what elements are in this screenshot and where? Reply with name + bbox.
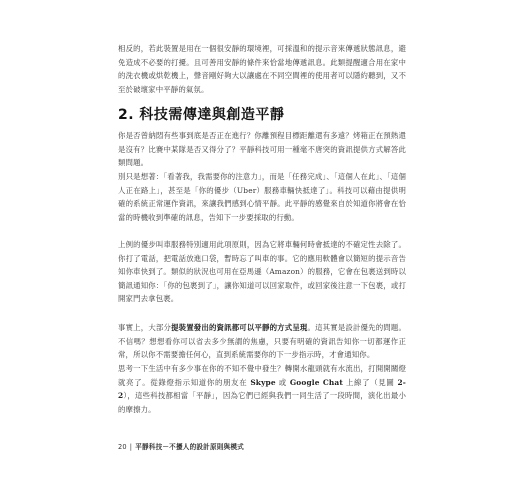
brand-skype: Skype <box>250 377 276 387</box>
page-number: 20 <box>118 443 127 451</box>
figure-reference: 2-2 <box>118 377 406 401</box>
paragraph-uber-example: 別只是想著：「看著我，我需要你的注意力」，而是「任務完成」、「這個人在此」、「這個人正在路上」，甚至是「你的優步（Uber）服務車輛快抵達了」。科技可以藉由提供明確的系統正常運作資訊，來讓我們感到心情平靜。此平靜的感覺來自於知道你將會在恰當的時機收到準確的訊息，告知下一步要採取的行動。 <box>118 172 406 222</box>
paragraph-amazon-example: 上例的優步叫車服務特別適用此項原則，因為它將車輛何時會抵達的不確定性去除了。你打了電話，把電話放進口袋，暫時忘了叫車的事。它的應用軟體會以簡短的提示音告知你車快到了。類似的狀況也可用在亞馬遜（Amazon）的服務，它會在包裹送到時以簡訊通知你：「你的包裹到了」，讓你知道可以回家取件，或回家後注意一下包裹，或打開家門去拿包裹。 <box>118 240 406 304</box>
bold-emphasis: 提裝置發出的資訊都可以平靜的方式呈現 <box>171 323 308 332</box>
book-title: 平靜科技－不擾人的設計原則與模式 <box>135 443 244 451</box>
paragraph-text: ），這些科技都相當「平靜」，因為它們已經與我們一同生活了一段時間，演化出最小的摩擦力。 <box>118 391 406 414</box>
page-footer <box>118 441 244 451</box>
paragraph-questions: 你是否曾納悶有些事到底是否正在進行？你離預程目標距離還有多遠？烤箱正在預熱還是沒有？比賽中某隊是否又得分了？平靜科技可用一種毫不唐突的資訊提供方式解答此類問題。 <box>118 131 406 168</box>
paragraph-text: 事實上，大部分 <box>118 323 172 332</box>
paragraph-everyday-tech <box>118 362 406 416</box>
paragraph-design-priority <box>118 321 406 362</box>
paragraph-text: 或 <box>275 377 290 387</box>
section-heading: 2. 科技需傳達與創造平靜 <box>118 107 285 123</box>
brand-google-chat: Google Chat <box>289 377 343 387</box>
paragraph-text: 。這其實是設計優先的問題。不信嗎？想想看你可以省去多少無謂的焦慮，只要有明確的資訊告知你一切都運作正常，所以你不需要擔任何心，直到系統需要你的下一步指示時，才會通知你。 <box>118 323 406 360</box>
paragraph-text: 思考一下生活中有多少事在你的不知不覺中發生？轉開水龍頭就有水流出，打開開關燈就亮了。從錄燈指示知道你的朋友在 <box>118 364 406 387</box>
paragraph-text: 上線了（見圖 <box>342 377 398 387</box>
paragraph-intro: 相反的，若此裝置是用在一個很安靜的環境裡，可採溫和的提示音來傳遞狀態訊息，避免造成不必要的打擾。且可善用安靜的條件來恰當地傳遞訊息。此類提醒適合用在家中的洗衣機或烘乾機上，聲音剛好夠大以讓處在不同空間裡的使用者可以隱約聽到，又不至於破壞家中平靜的氣氛。 <box>118 44 406 94</box>
footer-separator: | <box>129 443 133 451</box>
